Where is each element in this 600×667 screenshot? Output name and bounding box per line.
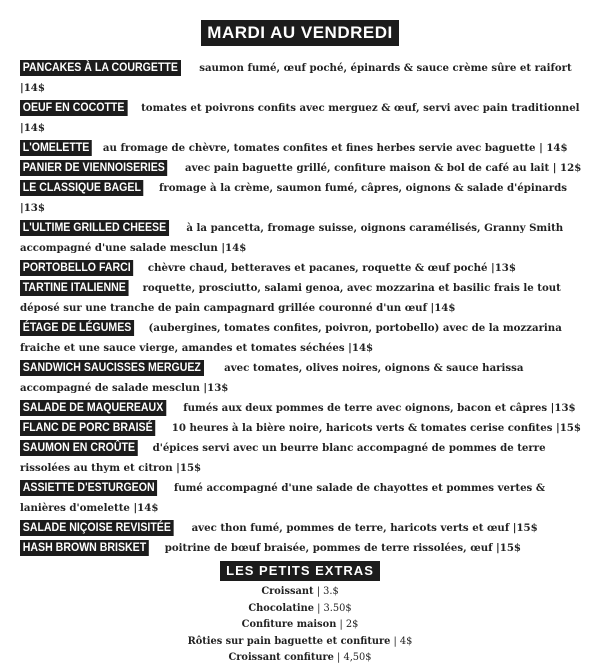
extra-item-name: Confiture maison [241,619,337,630]
menu-item-name: SALADE NIÇOISE REVISITÉE [20,520,174,536]
menu-item-name: ÉTAGE DE LÉGUMES [20,320,134,336]
menu-item [20,398,586,418]
menu-item-description: fumés aux deux pommes de terre avec oignons, bacon et câpres |13$ [183,402,576,414]
menu-item [20,358,586,398]
menu-item-description: avec thon fumé, pommes de terre, haricots verts et œuf |15$ [191,522,538,534]
menu-item [20,518,586,538]
extra-item-name: Rôties sur pain baguette et confiture [187,635,391,647]
menu-item-description: (aubergines, tomates confites, poivron, portobello) avec de la mozzarina fraiche et une sauce vierge, amandes et tomates séchées |14$ [20,322,562,354]
extra-item [0,584,600,601]
menu-item-description: tomates et poivrons confits avec merguez & œuf, servi avec pain traditionnel |14$ [20,102,580,134]
extras-list [0,584,600,667]
menu-item [20,538,586,558]
menu-item-name: L'ULTIME GRILLED CHEESE [20,220,169,236]
extras-section [0,560,600,667]
menu-item [20,178,586,218]
menu-item [20,218,586,258]
extra-item-price: | 3.$ [316,586,339,597]
menu-item [20,98,586,138]
menu-item-description: saumon fumé, œuf poché, épinards & sauce crème sûre et raifort |14$ [20,62,572,94]
menu-item [20,138,586,158]
menu-item-name: PANCAKES À LA COURGETTE [20,60,181,76]
menu-item-description: roquette, prosciutto, salami genoa, avec mozzarina et basilic frais le tout déposé sur une tranche de pain campagnard grillée couronné d'un œuf |14$ [20,282,561,314]
menu-item [20,418,586,438]
menu-item-name: PORTOBELLO FARCI [20,260,133,276]
menu-title: MARDI AU VENDREDI [201,20,398,46]
menu-item-name: FLANC DE PORC BRAISÉ [20,420,155,436]
menu-item-description: fromage à la crème, saumon fumé, câpres, oignons & salade d'épinards |13$ [20,182,567,214]
menu-item-description: avec tomates, olives noires, oignons & sauce harissa accompagné de salade mesclun |13$ [20,362,524,394]
menu-item-name: TARTINE ITALIENNE [20,280,129,296]
menu-item-name: OEUF EN COCOTTE [20,100,127,116]
extra-item [0,650,600,667]
menu-item [20,158,586,178]
menu-item-name: SAUMON EN CROÛTE [20,440,138,456]
menu-item-name: SANDWICH SAUCISSES MERGUEZ [20,360,204,376]
extra-item-price: | 4,50$ [337,652,372,663]
extra-item [0,601,600,618]
menu-item-name: ASSIETTE D'ESTURGEON [20,480,157,496]
menu-items-list [20,58,586,558]
extra-item-price: | 2$ [339,619,359,630]
menu-item-description: fumé accompagné d'une salade de chayottes et pommes vertes & lanières d'omelette |14$ [20,482,546,514]
menu-item-name: HASH BROWN BRISKET [20,540,149,556]
extra-item [0,634,600,651]
menu-item [20,258,586,278]
menu-item [20,318,586,358]
extra-item-price: | 3.50$ [317,602,352,614]
extra-item-name: Croissant confiture [228,652,334,663]
extras-title: LES PETITS EXTRAS [220,561,380,581]
menu-item-description: d'épices servi avec un beurre blanc accompagné de pommes de terre rissolées au thym et citron |15$ [20,442,546,474]
menu-item-description: avec pain baguette grillé, confiture maison & bol de café au lait | 12$ [184,162,582,174]
menu-header [0,20,600,46]
menu-item-description: au fromage de chèvre, tomates confites et fines herbes servie avec baguette | 14$ [102,142,568,154]
menu-item [20,478,586,518]
menu-item-name: LE CLASSIQUE BAGEL [20,180,144,196]
menu-item-description: à la pancetta, fromage suisse, oignons caramélisés, Granny Smith accompagné d'une salade mesclun |14$ [20,222,564,254]
extra-item-name: Chocolatine [248,602,315,614]
menu-item-name: L'OMELETTE [20,140,92,156]
extra-item [0,617,600,634]
menu-item-name: PANIER DE VIENNOISERIES [20,160,168,176]
menu-item [20,278,586,318]
menu-item-description: chèvre chaud, betteraves et pacanes, roquette & œuf poché |13$ [147,262,516,274]
menu-item-name: SALADE DE MAQUEREAUX [20,400,166,416]
menu-item-description: 10 heures à la bière noire, haricots verts & tomates cerise confites |15$ [171,422,581,434]
menu-item [20,438,586,478]
menu-item [20,58,586,98]
menu-item-description: poitrine de bœuf braisée, pommes de terre rissolées, œuf |15$ [164,542,522,554]
extra-item-price: | 4$ [393,635,413,647]
extra-item-name: Croissant [261,586,314,597]
